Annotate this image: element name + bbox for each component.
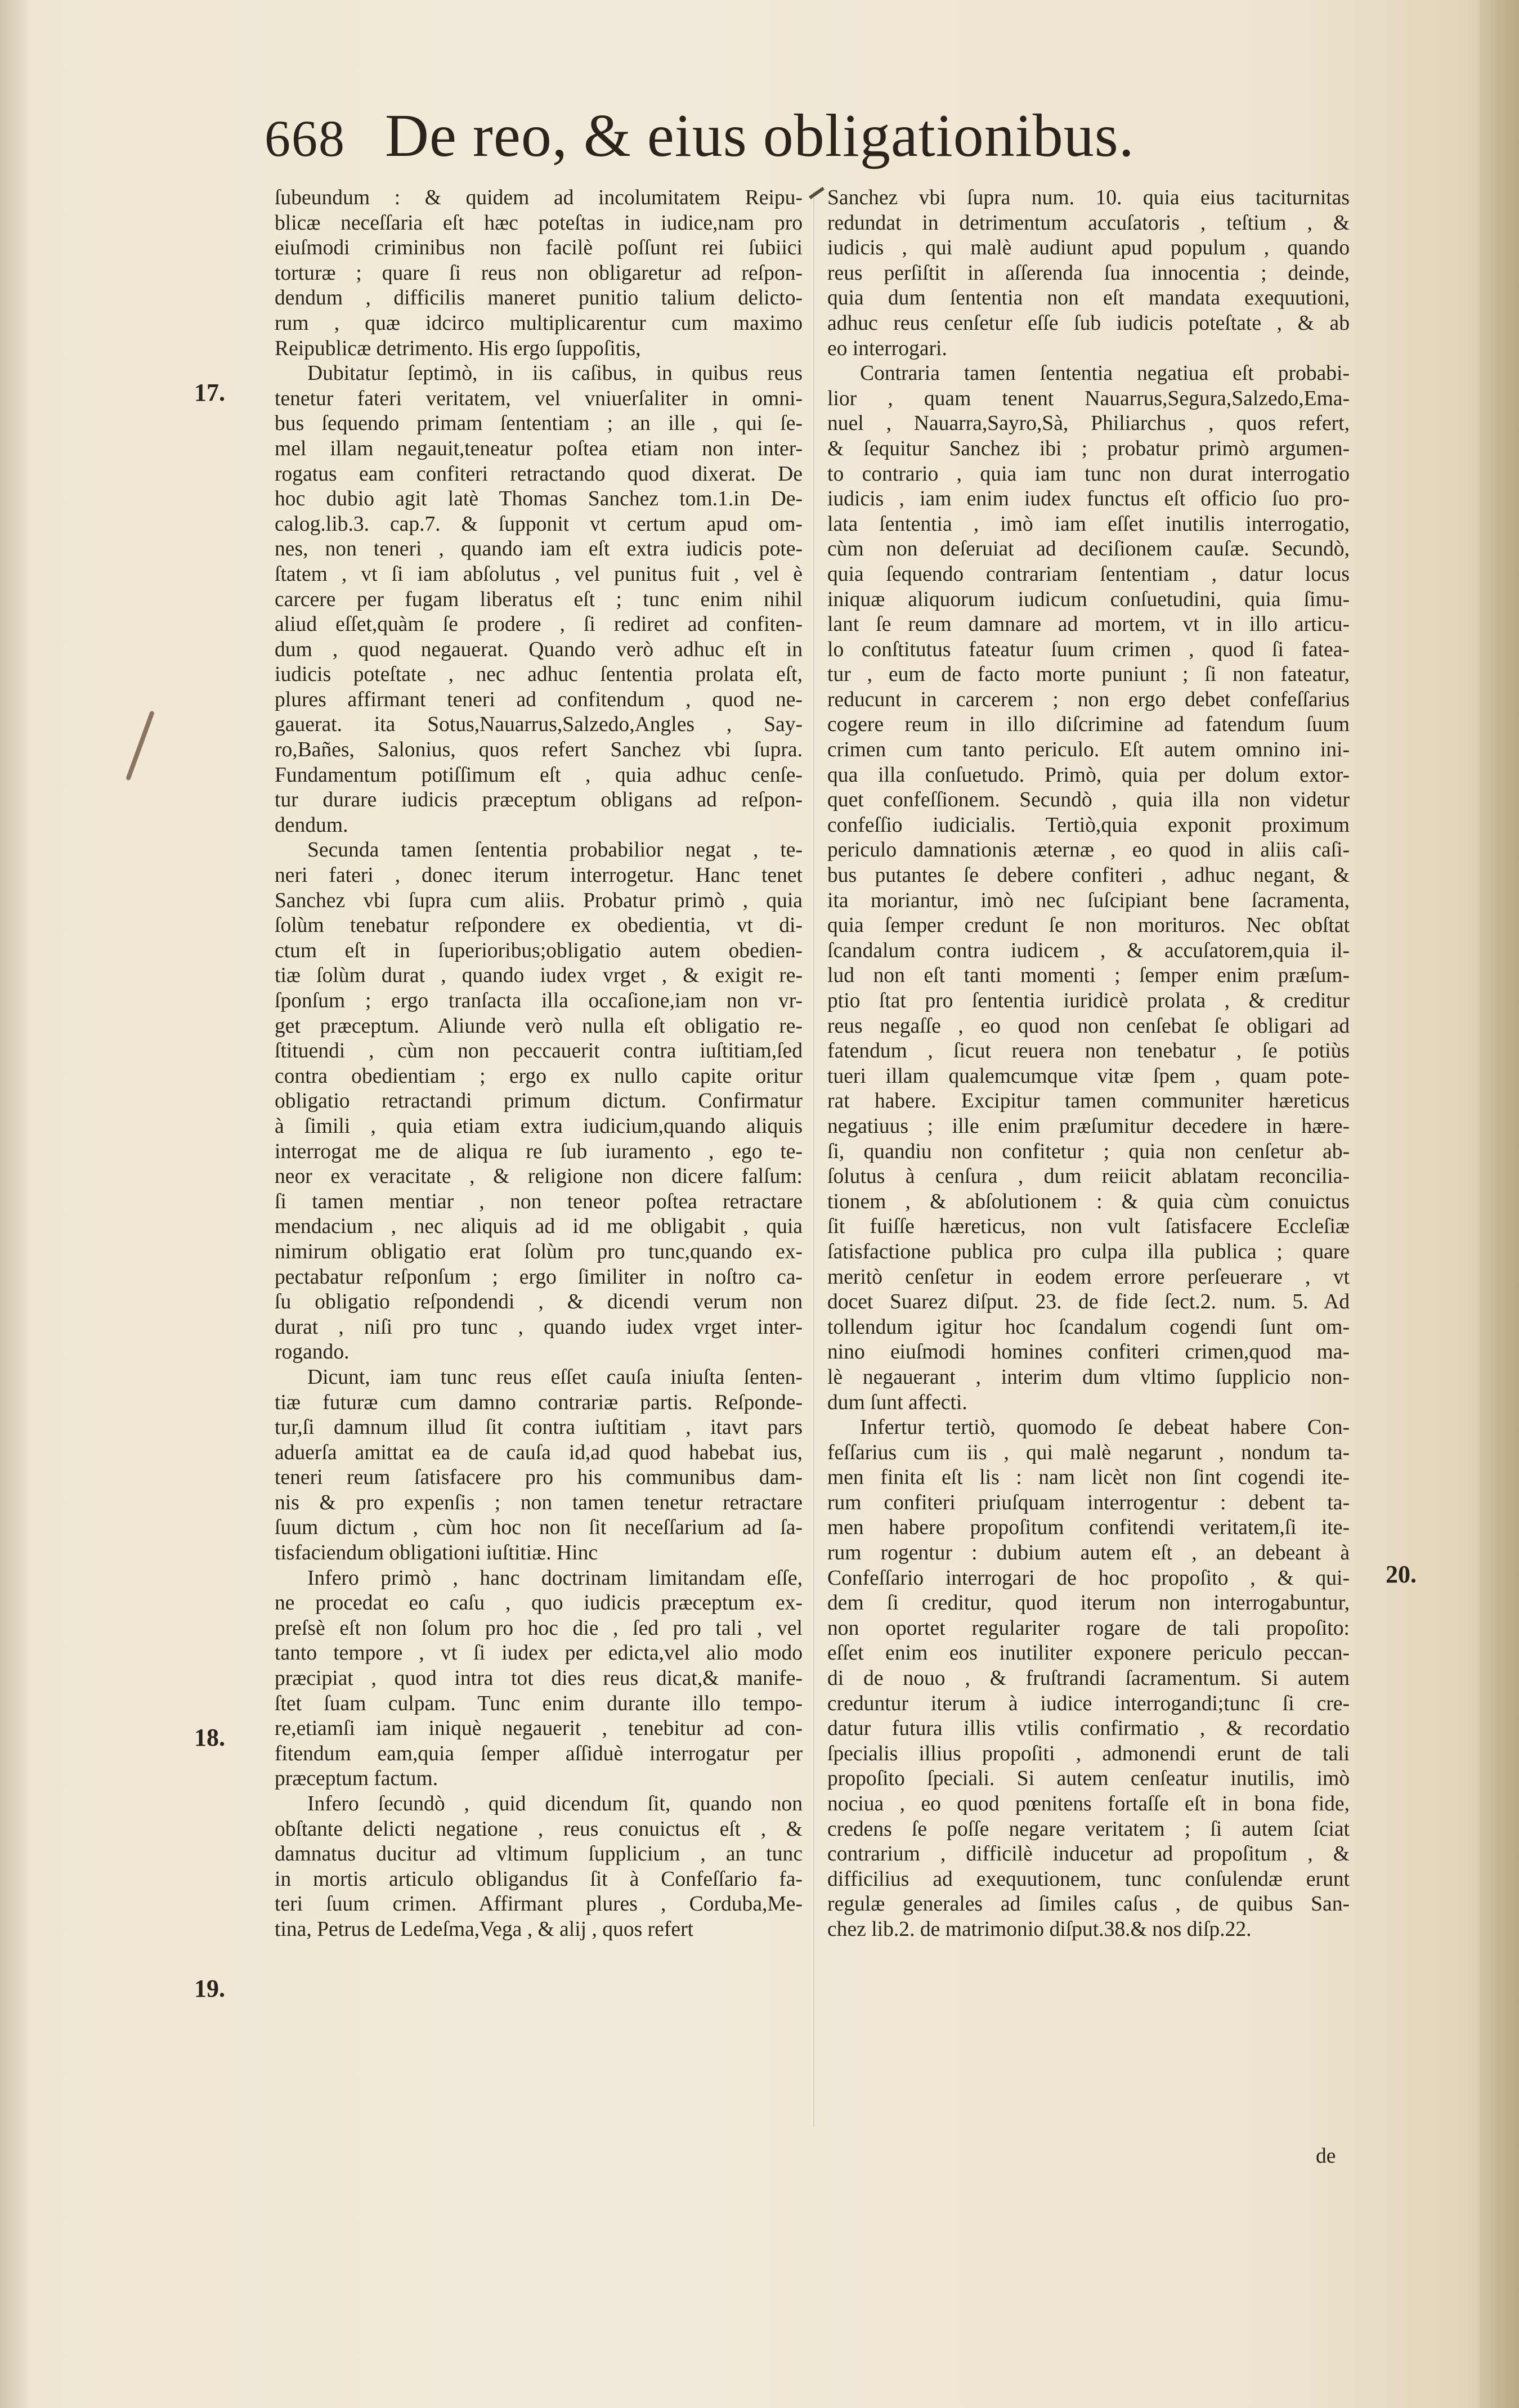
text-line: quet confeſſionem. Secundò , quia illa non videtur xyxy=(827,788,1350,812)
text-line: docet Suarez diſput. 23. de fide ſect.2. num. 5. Ad xyxy=(827,1290,1350,1314)
text-line: tanto tempore , vt ſi iudex per edicta,vel alio modo xyxy=(275,1642,803,1665)
text-line: contrarium , difficilè inducetur ad propoſitum , & xyxy=(827,1842,1350,1866)
text-line: teneri reum ſatisfacere pro his communibus dam- xyxy=(275,1466,803,1490)
text-line: ſtet ſuam culpam. Tunc enim durante illo tempo- xyxy=(275,1692,803,1715)
text-line: di de nouo , & fruſtrandi ſacramentum. Si autem xyxy=(827,1667,1350,1690)
text-line: in mortis articulo obligandus ſit à Confeſſario fa- xyxy=(275,1867,803,1891)
text-line: ctum eſt in ſuperioribus;obligatio autem obedien- xyxy=(275,939,803,962)
page-header xyxy=(265,101,1221,180)
text-line: cogere reum in illo diſcrimine ad fatendum ſuum xyxy=(827,713,1350,737)
text-line: adhuc reus cenſetur eſſe ſub iudicis poteſtate , & ab xyxy=(827,311,1350,335)
text-line: rum confiteri priuſquam interrogentur : debent ta- xyxy=(827,1491,1350,1514)
text-line: quia ſemper credunt ſe non morituros. Nec obſtat xyxy=(827,914,1350,938)
text-line: quia dum ſententia non eſt mandata exequutioni, xyxy=(827,286,1350,310)
text-line: ſatisfactione publica pro culpa illa publica ; quare xyxy=(827,1240,1350,1263)
text-line: propoſito ſpeciali. Si autem cenſeatur inutilis, imò xyxy=(827,1767,1350,1791)
text-line: datur futura illis vtilis confirmatio , & recordatio xyxy=(827,1717,1350,1741)
text-line: dum , quod negauerat. Quando verò adhuc eſt in xyxy=(275,638,803,661)
text-line: tisfaciendum obligationi iuſtitiæ. Hinc xyxy=(275,1541,598,1565)
text-line: preſsè eſt non ſolum pro hoc die , ſed pro tali , vel xyxy=(275,1616,803,1640)
text-line: men finita eſt lis : nam licèt non ſint cogendi ite- xyxy=(827,1466,1350,1490)
page-number: 668 xyxy=(265,110,346,167)
text-line: Reipublicæ detrimento. His ergo ſuppoſitis, xyxy=(275,337,641,360)
text-line: durat , niſi pro tunc , quando iudex vrget inter- xyxy=(275,1315,803,1339)
text-line: lior , quam tenent Nauarrus,Segura,Salzedo,Ema- xyxy=(827,387,1350,410)
text-line: feſſarius cum iis , qui malè negarunt , nondum ta- xyxy=(827,1441,1350,1464)
text-line: fitendum eam,quia ſemper aſſiduè interrogatur per xyxy=(275,1742,803,1765)
text-line: regulæ generales ad ſimiles caſus , de quibus San- xyxy=(827,1893,1350,1916)
text-line: ſu obligatio reſpondendi , & dicendi verum non xyxy=(275,1290,803,1314)
text-line: men habere propoſitum confitendi veritatem,ſi ite- xyxy=(827,1516,1350,1540)
text-line: eo interrogari. xyxy=(827,337,947,360)
text-line: dum ſunt affecti. xyxy=(827,1391,967,1414)
text-line: obſtante delicti negatione , reus conuictus eſt , & xyxy=(275,1817,803,1841)
text-line: ſtatem , vt ſi iam abſolutus , vel punitus fuit , vel è xyxy=(275,562,803,586)
text-line: nuel , Nauarra,Sayro,Sà, Philiarchus , quos refert, xyxy=(827,412,1350,436)
text-line: tiæ ſolùm durat , quando iudex vrget , & exigit re- xyxy=(275,964,803,988)
text-line: lata ſententia , imò iam eſſet inutilis interrogatio, xyxy=(827,512,1350,536)
text-line: periculo damnationis æternæ , eo quod in aliis caſi- xyxy=(827,838,1350,862)
text-line: dendum. xyxy=(275,813,348,837)
text-line: Dubitatur ſeptimò, in iis caſibus, in quibus reus xyxy=(307,362,803,385)
text-line: rogando. xyxy=(275,1340,349,1364)
text-line: tur durare iudicis præceptum obligans ad reſpon- xyxy=(275,788,803,812)
text-line: reus perſiſtit in aſſerenda ſua innocentia ; deinde, xyxy=(827,261,1350,285)
text-line: à ſimili , quia etiam extra iudicium,quando aliquis xyxy=(275,1114,803,1138)
text-line: eſſet enim eos inutiliter exponere periculo peccan- xyxy=(827,1642,1350,1665)
text-line: iniquæ aliquorum iudicum conſuetudini, quia ſimu- xyxy=(827,588,1350,611)
margin-number-19: 19. xyxy=(194,1975,225,2002)
text-line: Infero primò , hanc doctrinam limitandam eſſe, xyxy=(307,1566,803,1590)
text-line: lè negauerant , interim dum vltimo ſupplicio non- xyxy=(827,1365,1350,1389)
text-line: præceptum factum. xyxy=(275,1767,438,1791)
margin-number-20: 20. xyxy=(1386,1561,1417,1588)
text-line: ſi tamen mentiar , non teneor poſtea retractare xyxy=(275,1190,803,1213)
text-line: rum rogentur : dubium autem eſt , an debeant à xyxy=(827,1541,1350,1565)
text-line: interrogat me de aliqua re ſub iuramento , ego te- xyxy=(275,1140,803,1163)
text-line: pectabatur reſponſum ; ergo ſimiliter in noſtro ca- xyxy=(275,1265,803,1289)
gutter-shadow xyxy=(0,0,34,2408)
ink-mark xyxy=(809,187,825,199)
text-line: neri fateri , donec iterum interrogetur. Hanc tenet xyxy=(275,864,803,887)
text-line: redundat in detrimentum accuſatoris , teſtium , & xyxy=(827,211,1350,235)
text-line: ſolùm tenebatur reſpondere ex obedientia, vt di- xyxy=(275,914,803,938)
text-line: ſtituendi , cùm non peccauerit contra iuſtitiam,ſed xyxy=(275,1039,803,1063)
text-line: carcere per fugam liberatus eſt ; tunc enim nihil xyxy=(275,588,803,611)
text-line: negatiuus ; ille enim præſumitur decedere in hære- xyxy=(827,1114,1350,1138)
text-line: Contraria tamen ſententia negatiua eſt probabi- xyxy=(860,362,1350,385)
text-line: dendum , difficilis maneret punitio talium delicto- xyxy=(275,286,803,310)
text-line: neor ex veracitate , & religione non dicere falſum: xyxy=(275,1165,803,1189)
text-line: credens ſe poſſe negare veritatem ; ſi autem ſciat xyxy=(827,1817,1350,1841)
text-line: difficilius ad exequutionem, tunc conſulendæ erunt xyxy=(827,1867,1350,1891)
text-line: damnatus ducitur ad vltimum ſupplicium , an tunc xyxy=(275,1842,803,1866)
text-line: Dicunt, iam tunc reus eſſet cauſa iniuſta ſenten- xyxy=(307,1365,803,1389)
text-line: ſi, quandiu non confitetur ; quia non cenſetur ab- xyxy=(827,1140,1350,1163)
text-line: Secunda tamen ſententia probabilior negat , te- xyxy=(307,838,803,862)
text-line: nino eiuſmodi homines confiteri crimen,quod ma- xyxy=(827,1340,1350,1364)
text-line: get præceptum. Aliunde verò nulla eſt obligatio re- xyxy=(275,1014,803,1038)
text-line: ita moriantur, imò nec ſuſcipiant bene ſacramenta, xyxy=(827,889,1350,912)
text-line: ſit fuiſſe hæreticus, non vult ſatisfacere Eccleſiæ xyxy=(827,1215,1350,1239)
text-line: aliud eſſet,quàm ſe prodere , ſi rediret ad confiten- xyxy=(275,613,803,636)
text-line: chez lib.2. de matrimonio diſput.38.& nos diſp.22. xyxy=(827,1917,1252,1941)
text-line: cùm non deſeruiat ad deciſionem cauſæ. Secundò, xyxy=(827,537,1350,561)
page-edge xyxy=(1480,0,1519,2408)
running-title: De reo, & eius obligationibus. xyxy=(385,102,1135,169)
text-line: dem ſi creditur, quod iterum non interrogabuntur, xyxy=(827,1591,1350,1615)
text-line: ro,Bañes, Salonius, quos refert Sanchez vbi ſupra. xyxy=(275,738,803,762)
text-line: bus putantes ſe debere confiteri , adhuc negant, & xyxy=(827,864,1350,887)
text-line: calog.lib.3. cap.7. & ſupponit vt certum apud om- xyxy=(275,512,803,536)
text-line: ſponſum ; ergo tranſacta illa occaſione,iam non vr- xyxy=(275,989,803,1012)
text-line: lo conſtitutus fateatur ſuum crimen , quod ſi fatea- xyxy=(827,638,1350,661)
text-line: obligatio retractandi primum dictum. Confirmatur xyxy=(275,1089,803,1113)
text-line: reducunt in carcerem ; non ergo debet confeſſarius xyxy=(827,688,1350,711)
text-line: plures affirmant teneri ad confitendum , quod ne- xyxy=(275,688,803,711)
text-line: præcipiat , quod intra tot dies reus dicat,& manife- xyxy=(275,1667,803,1690)
text-line: non oportet regulariter rogare de tali propoſito: xyxy=(827,1616,1350,1640)
text-line: Sanchez vbi ſupra num. 10. quia eius taciturnitas xyxy=(827,186,1350,209)
text-line: aduerſa amittat ea de cauſa id,ad quod habebat ius, xyxy=(275,1441,803,1464)
text-line: Infero ſecundò , quid dicendum ſit, quando non xyxy=(307,1792,803,1815)
text-line: nimirum obligatio erat ſolùm pro tunc,quando ex- xyxy=(275,1240,803,1263)
text-line: re,etiamſi iam iniquè negauerit , tenebitur ad con- xyxy=(275,1717,803,1741)
text-line: mel illam negauit,teneatur poſtea etiam non inter- xyxy=(275,437,803,460)
ink-stroke xyxy=(126,711,155,781)
text-line: qua illa conſuetudo. Primò, quia per dolum extor- xyxy=(827,763,1350,787)
text-line: tollendum igitur hoc ſcandalum cogendi ſunt om- xyxy=(827,1315,1350,1339)
text-line: ſolutus à cenſura , dum reiicit ablatam reconcilia- xyxy=(827,1165,1350,1189)
text-line: ſubeundum : & quidem ad incolumitatem Reipu- xyxy=(275,186,803,209)
catchword: de xyxy=(1316,2145,1336,2168)
text-line: reus negaſſe , eo quod non cenſebat ſe obligari ad xyxy=(827,1014,1350,1038)
text-line: Confeſſario interrogari de hoc propoſito , & qui- xyxy=(827,1566,1350,1590)
text-line: ptio ſtat pro ſententia iuridicè prolata , & creditur xyxy=(827,989,1350,1012)
text-line: hoc dubio agit latè Thomas Sanchez tom.1.in De- xyxy=(275,487,803,511)
text-line: blicæ neceſſaria eſt hæc poteſtas in iudice,nam pro xyxy=(275,211,803,235)
margin-number-17: 17. xyxy=(194,379,225,406)
column-gutter xyxy=(813,191,814,2127)
text-line: tueri illam qualemcumque vitæ ſpem , quam pote- xyxy=(827,1064,1350,1088)
text-line: tiæ futuræ cum damno contrariæ partis. Reſponde- xyxy=(275,1391,803,1414)
text-line: bus ſequendo primam ſententiam ; an ille , qui ſe- xyxy=(275,412,803,436)
text-line: iudicis , qui malè audiunt apud populum , quando xyxy=(827,236,1350,260)
text-line: ſcandalum contra iudicem , & accuſatorem,quia il- xyxy=(827,939,1350,962)
text-line: crimen cum tanto periculo. Eſt autem omnino ini- xyxy=(827,738,1350,762)
text-line: meritò cenſetur in eodem errore perſeuerare , vt xyxy=(827,1265,1350,1289)
text-line: Infertur tertiò, quomodo ſe debeat habere Con- xyxy=(860,1416,1350,1440)
text-line: quia ſequendo contrariam ſententiam , datur locus xyxy=(827,562,1350,586)
text-line: nes, non teneri , quando iam eſt extra iudicis pote- xyxy=(275,537,803,561)
text-line: & ſequitur Sanchez ibi ; probatur primò argumen- xyxy=(827,437,1350,460)
text-line: eiuſmodi criminibus non facilè poſſunt rei ſubiici xyxy=(275,236,803,260)
text-line: fatendum , ſicut reuera non tenebatur , ſe potiùs xyxy=(827,1039,1350,1063)
text-line: rat habere. Excipitur tamen communiter hæreticus xyxy=(827,1089,1350,1113)
text-line: mendacium , nec aliquis ad id me obligabit , quia xyxy=(275,1215,803,1239)
text-line: rogatus eam confiteri retractando quod dixerat. De xyxy=(275,462,803,486)
text-line: creduntur iterum à iudice interrogandi;tunc ſi cre- xyxy=(827,1692,1350,1715)
text-line: ne procedat eo caſu , quo iudicis præceptum ex- xyxy=(275,1591,803,1615)
left-column xyxy=(275,186,803,1943)
text-line: iudicis poteſtate , nec adhuc ſententia prolata eſt, xyxy=(275,663,803,687)
text-line: nociua , eo quod pœnitens fortaſſe eſt in bona fide, xyxy=(827,1792,1350,1815)
text-line: tenetur fateri veritatem, vel vniuerſaliter in omni- xyxy=(275,387,803,410)
text-line: tur , eum de facto morte puniunt ; ſi non fateatur, xyxy=(827,663,1350,687)
text-line: Sanchez vbi ſupra cum aliis. Probatur primò , quia xyxy=(275,889,803,912)
text-line: contra obedientiam ; ergo ex nullo capite oritur xyxy=(275,1064,803,1088)
text-line: tina, Petrus de Ledeſma,Vega , & alij , quos refert xyxy=(275,1917,694,1941)
text-line: lant ſe reum damnare ad mortem, vt in illo articu- xyxy=(827,613,1350,636)
right-column xyxy=(827,186,1350,1943)
text-line: confeſſio iudicialis. Tertiò,quia exponit proximum xyxy=(827,813,1350,837)
text-line: lud non eſt tanti momenti ; ſemper enim præſum- xyxy=(827,964,1350,988)
text-line: iudicis , iam enim iudex functus eſt officio ſuo pro- xyxy=(827,487,1350,511)
text-line: tionem , & abſolutionem : & quia cùm conuictus xyxy=(827,1190,1350,1213)
text-line: Fundamentum potiſſimum eſt , quia adhuc cenſe- xyxy=(275,763,803,787)
text-line: ſuum dictum , cùm hoc non ſit neceſſarium ad ſa- xyxy=(275,1516,803,1540)
text-line: tur,ſi damnum illud ſit contra iuſtitiam , itavt pars xyxy=(275,1416,803,1440)
text-line: torturæ ; quare ſi reus non obligaretur ad reſpon- xyxy=(275,261,803,285)
margin-number-18: 18. xyxy=(194,1724,225,1751)
text-line: gauerat. ita Sotus,Nauarrus,Salzedo,Angles , Say- xyxy=(275,713,803,737)
text-line: ſpecialis illius propoſiti , admonendi erunt de tali xyxy=(827,1742,1350,1765)
text-line: to contrario , quia iam tunc non durat interrogatio xyxy=(827,462,1350,486)
text-line: rum , quæ idcirco multiplicarentur cum maximo xyxy=(275,311,803,335)
text-line: teri ſuum crimen. Affirmant plures , Corduba,Me- xyxy=(275,1893,803,1916)
text-line: nis & pro expenſis ; non tamen tenetur retractare xyxy=(275,1491,803,1514)
